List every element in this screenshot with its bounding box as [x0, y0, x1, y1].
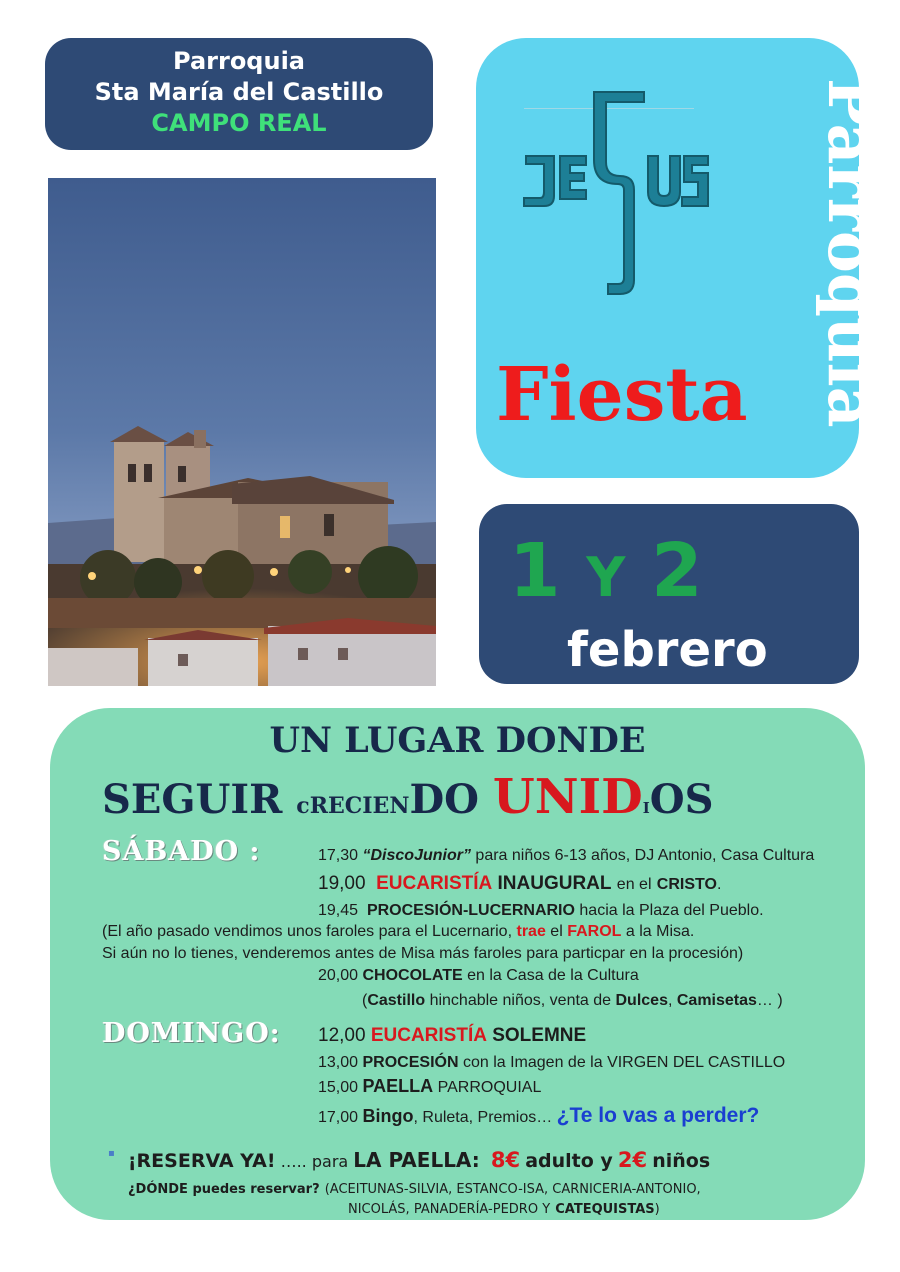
sat5-comma: ,	[667, 992, 673, 1009]
date-days	[509, 526, 703, 623]
heading2-part-e: I	[642, 799, 650, 817]
sat2-en-el: en el	[616, 876, 652, 893]
note1-el: el	[550, 923, 563, 940]
parish-town: CAMPO REAL	[151, 109, 327, 137]
note1-farol: FAROL	[567, 923, 622, 940]
heading2-part-f: OS	[649, 776, 714, 823]
day-two: 2	[651, 528, 703, 614]
sat5-dulces: Dulces	[615, 992, 668, 1009]
sun-item-3	[318, 1076, 541, 1098]
date-panel	[479, 504, 859, 684]
sat-item-3	[318, 901, 764, 921]
where-list-2: NICOLÁS, PANADERÍA-PEDRO Y	[348, 1202, 551, 1217]
sat5-castillo: Castillo	[367, 992, 426, 1009]
sun-item-1	[318, 1026, 586, 1046]
sat5-open: (	[362, 992, 368, 1009]
note1-e: a la Misa.	[625, 923, 695, 940]
day-one: 1	[509, 528, 561, 614]
sat5-c: hinchable niños, venta de	[429, 992, 612, 1009]
reserve-line	[108, 1148, 710, 1172]
heading2-part-a: SEGUIR	[102, 776, 297, 823]
parish-header	[45, 38, 433, 150]
sat-item-4	[318, 966, 639, 986]
sat2-time: 19,00	[318, 873, 366, 894]
sun2-rest: con la Imagen de la VIRGEN DEL CASTILLO	[462, 1054, 786, 1071]
parish-line-1: Parroquia	[173, 47, 305, 75]
sun3-parroquial: PARROQUIAL	[437, 1079, 542, 1096]
where-line-2	[348, 1198, 660, 1217]
day-and: Y	[586, 546, 626, 609]
sun4-question: ¿Te lo vas a perder?	[556, 1104, 760, 1127]
date-month: febrero	[567, 622, 768, 678]
sat2-dot: .	[716, 876, 722, 893]
reserve-adult-price: 8€	[490, 1148, 521, 1172]
parish-line-2: Sta María del Castillo	[94, 78, 384, 106]
reserve-ya: ¡RESERVA YA!	[127, 1150, 276, 1172]
note1-trae: trae	[516, 923, 546, 940]
sat1-event: “DiscoJunior”	[362, 847, 471, 864]
saturday-label: SÁBADO :	[102, 836, 261, 867]
reserve-paella: LA PAELLA:	[353, 1148, 480, 1172]
sat-note-2: Si aún no lo tienes, venderemos antes de Misa más faroles para particpar en la procesión)	[102, 945, 744, 962]
sun1-solemne: SOLEMNE	[492, 1025, 587, 1046]
sat1-rest: para niños 6-13 años, DJ Antonio, Casa Cultura	[475, 847, 815, 864]
sat-item-1	[318, 846, 814, 866]
bullet-icon: ▪	[108, 1148, 115, 1159]
heading2-part-d: UNID	[492, 769, 643, 825]
sat-item-2	[318, 874, 721, 895]
sunday-label: DOMINGO:	[102, 1018, 281, 1049]
sat3-time: 19,45	[318, 902, 359, 919]
fiesta-panel	[476, 38, 888, 478]
reserve-child-price: 2€	[617, 1148, 648, 1172]
sun4-time: 17,00	[318, 1109, 359, 1126]
parroquia-vertical-text: Parroquia	[814, 78, 888, 428]
sun2-procesion: PROCESIÓN	[362, 1054, 459, 1071]
where-question: ¿DÓNDE puedes reservar?	[128, 1182, 320, 1197]
sat2-cristo: CRISTO	[656, 876, 717, 893]
sun4-rest: , Ruleta, Premios…	[413, 1109, 553, 1126]
jesus-cross-logo-icon	[516, 86, 716, 326]
sat4-chocolate: CHOCOLATE	[362, 967, 463, 984]
sun1-time: 12,00	[318, 1025, 366, 1046]
where-list-1: (ACEITUNAS-SILVIA, ESTANCO-ISA, CARNICERIA-ANTONIO,	[324, 1182, 701, 1197]
sun3-paella: PAELLA	[362, 1076, 434, 1096]
heading2-part-c: DO	[409, 776, 493, 823]
reserve-adulto: adulto y	[525, 1150, 613, 1172]
sat4-time: 20,00	[318, 967, 359, 984]
where-close: )	[654, 1202, 660, 1217]
sat2-eucaristia: EUCARISTÍA	[376, 873, 493, 894]
church-photo	[48, 178, 436, 686]
sat5-close: … )	[756, 992, 783, 1009]
sat-item-5	[362, 991, 783, 1011]
sun2-time: 13,00	[318, 1054, 359, 1071]
sat2-inaugural: INAUGURAL	[497, 873, 612, 894]
sat-note-1	[102, 922, 694, 942]
sat5-camisetas: Camisetas	[676, 992, 757, 1009]
sun3-time: 15,00	[318, 1079, 359, 1096]
reserve-ninos: niños	[652, 1150, 711, 1172]
sat3-procesion: PROCESIÓN-LUCERNARIO	[366, 902, 575, 919]
sat1-time: 17,30	[318, 847, 359, 864]
sun-item-4	[318, 1106, 759, 1128]
program-heading-2	[102, 769, 714, 833]
heading2-part-b: cRECIEN	[296, 793, 410, 819]
program-panel	[50, 708, 865, 1220]
note1-a: (El año pasado vendimos unos faroles para el Lucernario,	[102, 923, 513, 940]
sat4-rest: en la Casa de la Cultura	[467, 967, 639, 984]
program-heading-1: UN LUGAR DONDE	[269, 720, 646, 761]
sun4-bingo: Bingo	[362, 1106, 414, 1126]
where-catequistas: CATEQUISTAS	[555, 1202, 655, 1217]
where-line-1	[128, 1178, 701, 1197]
sun1-eucaristia: EUCARISTÍA	[370, 1025, 487, 1046]
reserve-para: ….. para	[280, 1152, 349, 1171]
sun-item-2	[318, 1053, 785, 1073]
fiesta-title: Fiesta	[496, 352, 748, 438]
sat3-rest: hacia la Plaza del Pueblo.	[579, 902, 764, 919]
